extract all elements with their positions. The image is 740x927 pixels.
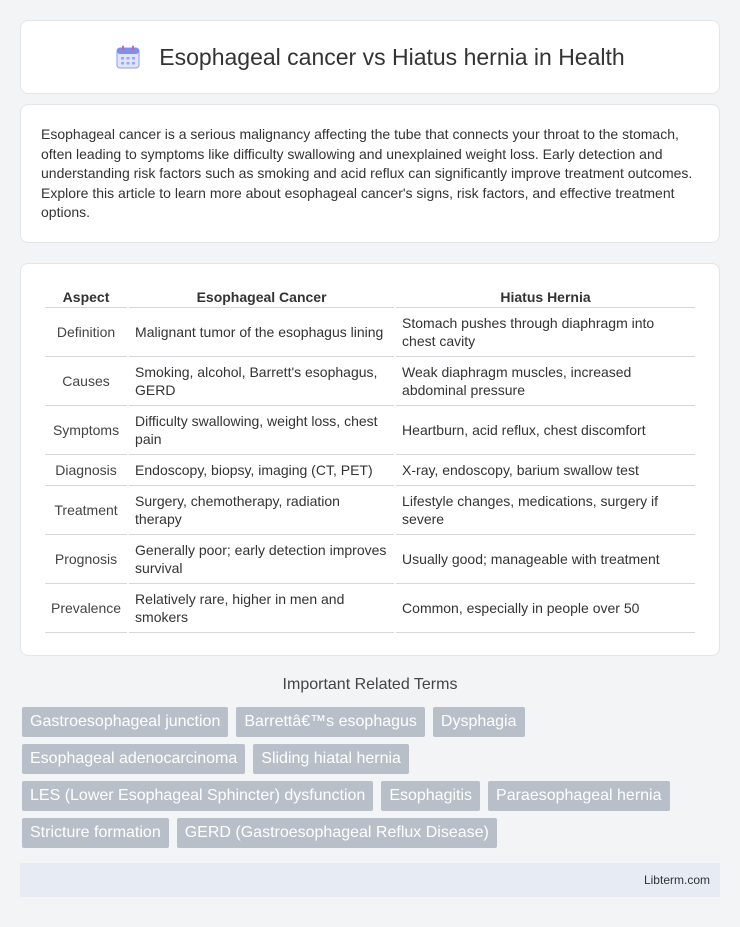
row-aspect: Prognosis — [45, 535, 127, 584]
footer — [20, 863, 720, 897]
calendar-icon — [115, 44, 141, 70]
row-esophageal-cancer: Endoscopy, biopsy, imaging (CT, PET) — [129, 455, 394, 486]
row-esophageal-cancer: Surgery, chemotherapy, radiation therapy — [129, 486, 394, 535]
row-hiatus-hernia: X-ray, endoscopy, barium swallow test — [396, 455, 695, 486]
title-card — [20, 20, 720, 94]
row-esophageal-cancer: Difficulty swallowing, weight loss, chest pain — [129, 406, 394, 455]
row-esophageal-cancer: Generally poor; early detection improves survival — [129, 535, 394, 584]
row-hiatus-hernia: Common, especially in people over 50 — [396, 584, 695, 633]
row-esophageal-cancer: Malignant tumor of the esophagus lining — [129, 308, 394, 357]
row-aspect: Treatment — [45, 486, 127, 535]
comparison-table-card — [20, 263, 720, 656]
comparison-table — [43, 284, 697, 633]
row-aspect: Causes — [45, 357, 127, 406]
related-term-tag[interactable]: Paraesophageal hernia — [488, 781, 669, 811]
intro-text: Esophageal cancer is a serious malignancy affecting the tube that connects your throat to the stomach, often leading to symptoms like difficulty swallowing and unexplained weight loss. Early detection and understanding risk factors such as smoking and acid reflux can significantly improve treatment outcomes. Explore this article to learn more about esophageal cancer's signs, risk factors, and effective treatment options. — [41, 126, 693, 221]
row-hiatus-hernia: Stomach pushes through diaphragm into chest cavity — [396, 308, 695, 357]
table-row — [45, 535, 695, 584]
related-term-tag[interactable]: Sliding hiatal hernia — [253, 744, 409, 774]
related-term-tag[interactable]: Barrettâ€™s esophagus — [236, 707, 425, 737]
related-term-tag[interactable]: Stricture formation — [22, 818, 169, 848]
table-header-row — [45, 284, 695, 308]
row-esophageal-cancer: Smoking, alcohol, Barrett's esophagus, GERD — [129, 357, 394, 406]
table-row — [45, 486, 695, 535]
row-aspect: Diagnosis — [45, 455, 127, 486]
table-row — [45, 455, 695, 486]
table-row — [45, 357, 695, 406]
table-row — [45, 584, 695, 633]
related-terms-title: Important Related Terms — [282, 676, 458, 693]
related-term-tag[interactable]: GERD (Gastroesophageal Reflux Disease) — [177, 818, 497, 848]
related-term-tag[interactable]: Dysphagia — [433, 707, 525, 737]
header-esophageal-cancer: Esophageal Cancer — [129, 284, 394, 308]
row-aspect: Prevalence — [45, 584, 127, 633]
intro-card — [20, 104, 720, 243]
related-term-tag[interactable]: Gastroesophageal junction — [22, 707, 228, 737]
row-aspect: Symptoms — [45, 406, 127, 455]
footer-site-link[interactable]: Libterm.com — [643, 873, 710, 887]
row-aspect: Definition — [45, 308, 127, 357]
related-term-tag[interactable]: LES (Lower Esophageal Sphincter) dysfunction — [22, 781, 373, 811]
row-hiatus-hernia: Usually good; manageable with treatment — [396, 535, 695, 584]
related-terms-list — [22, 707, 722, 848]
row-hiatus-hernia: Heartburn, acid reflux, chest discomfort — [396, 406, 695, 455]
header-hiatus-hernia: Hiatus Hernia — [396, 284, 695, 308]
row-hiatus-hernia: Lifestyle changes, medications, surgery if severe — [396, 486, 695, 535]
table-row — [45, 406, 695, 455]
page-title: Esophageal cancer vs Hiatus hernia in Health — [159, 43, 625, 70]
related-term-tag[interactable]: Esophagitis — [381, 781, 480, 811]
table-row — [45, 308, 695, 357]
row-hiatus-hernia: Weak diaphragm muscles, increased abdominal pressure — [396, 357, 695, 406]
row-esophageal-cancer: Relatively rare, higher in men and smokers — [129, 584, 394, 633]
header-aspect: Aspect — [45, 284, 127, 308]
related-term-tag[interactable]: Esophageal adenocarcinoma — [22, 744, 245, 774]
